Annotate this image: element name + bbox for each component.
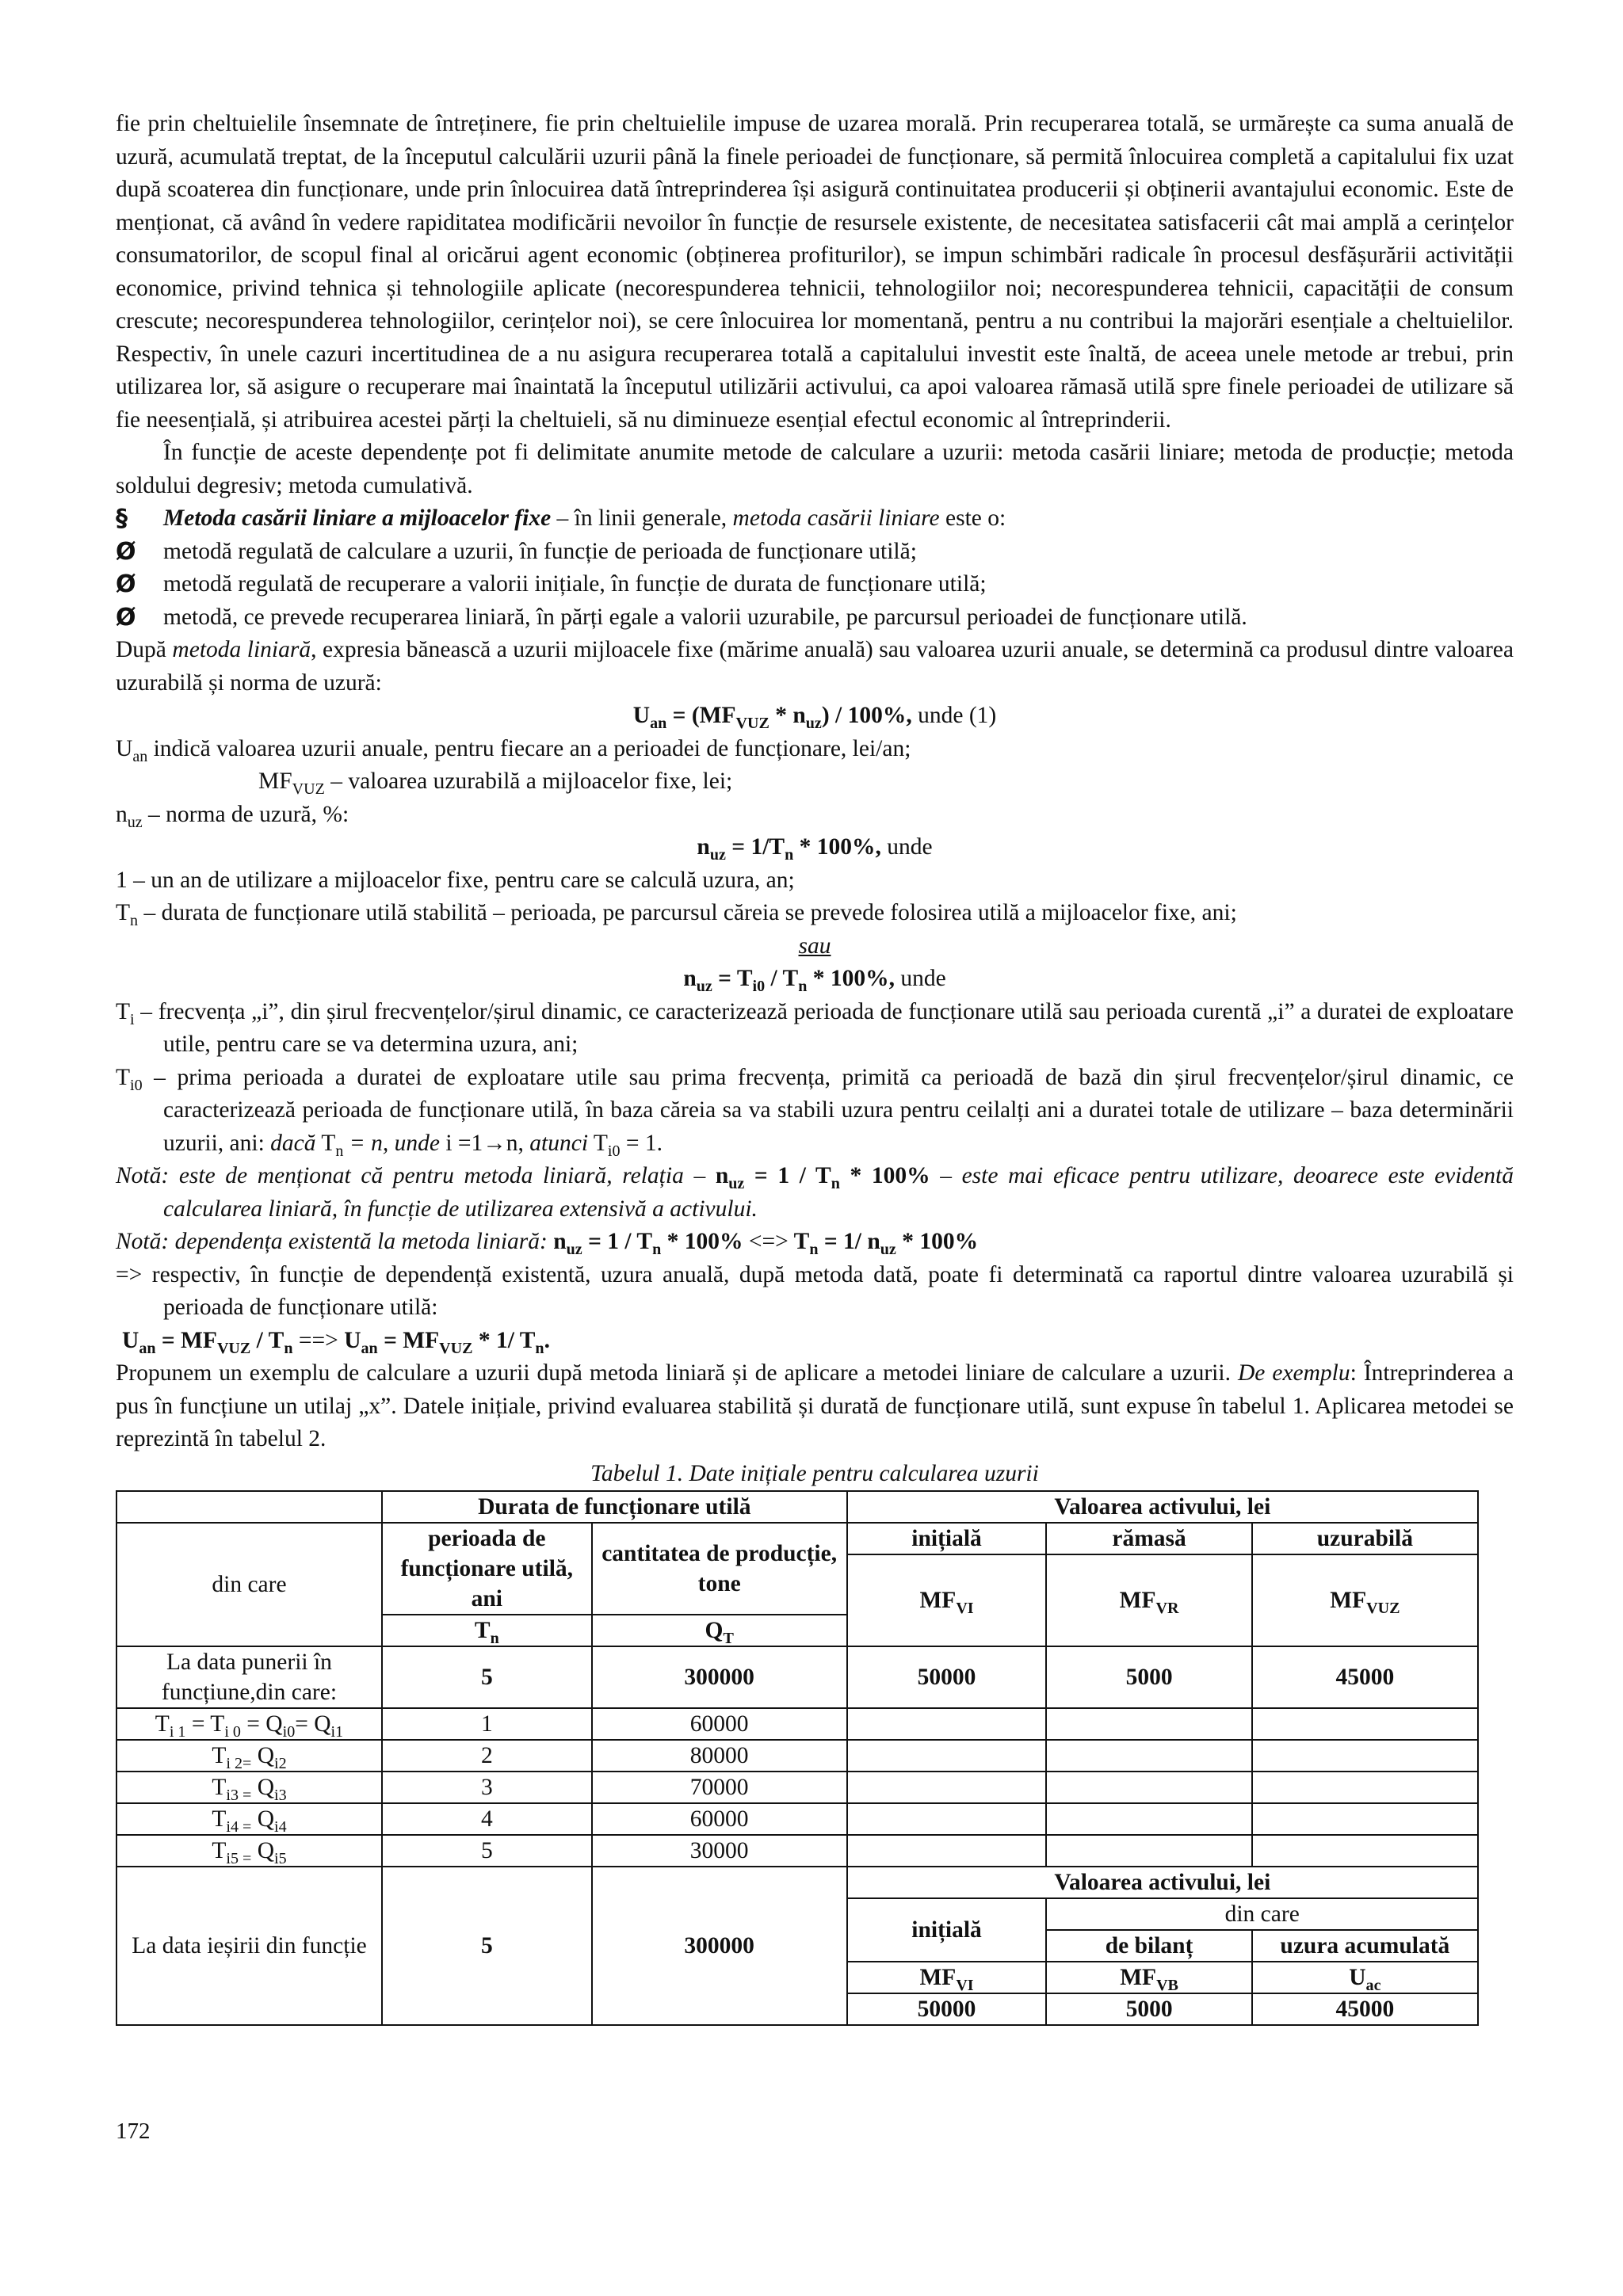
header-din-care: din care — [116, 1523, 382, 1646]
header-valoarea: Valoarea activului, lei — [847, 1491, 1478, 1523]
equation-1: $U_{an} = (MF_{VUZ} * n_{uz}) / 100\%$, unde (1) — [632, 703, 997, 733]
paragraph-dupa-metoda: După metoda liniară, expresia bănească a uzurii mijloacele fixe (mărime anuală) sau valoarea uzurii anuale, se determină ca produsul dintre valoarea uzurabilă și norma de uzură: — [116, 637, 1514, 696]
header-mfvuz: $MF_{VUZ}$ — [1252, 1554, 1478, 1646]
definition-ti: $T_i$ – frecvența „i”, din șirul frecvențelor/șirul dinamic, ce caracterizează perioada de funcționare utilă sau perioada curentă „i” a duratei de exploatare utile, pentru care se va determina uzura, ani; — [116, 998, 1514, 1057]
bullet-item: Ø metodă, ce prevede recuperarea liniară, în părți egale a valorii uzurabile, pe parcursul perioadei de funcționare utilă. — [116, 601, 1514, 635]
table-row: $T_{i 1} = T_{i 0} = Q_{i0}= Q_{i1}$ 1 60000 — [116, 1708, 1478, 1740]
nota-2: Notă: dependența existentă la metoda liniară: $n_{uz} = 1 / T_n * 100\%$ <=> $T_n = 1/$ $n_{uz} * 100\%$ — [116, 1229, 979, 1259]
header-mfvr: $MF_{VR}$ — [1046, 1554, 1251, 1646]
table-row: $T_{i3 =}$ $Q_{i3}$ 3 70000 — [116, 1772, 1478, 1803]
table-row: $T_{i5 =}$ $Q_{i5}$ 5 30000 — [116, 1835, 1478, 1867]
end-label: La data ieșirii din funcție — [116, 1867, 382, 2025]
header-qt: $Q_T$ — [592, 1615, 847, 1646]
section-mark-icon: § — [116, 505, 128, 532]
table-row: La data ieșirii din funcție 5 300000 Valoarea activului, lei — [116, 1867, 1478, 1898]
arrow-bullet-icon: Ø — [116, 570, 136, 598]
method-heading: § Metoda casării liniare a mijloacelor fixe – în linii generale, metoda casării liniare este o: — [116, 502, 1514, 536]
header-mfvi: $MF_{VI}$ — [847, 1554, 1047, 1646]
header-ramasa: rămasă — [1046, 1523, 1251, 1554]
paragraph-propunem: Propunem un exemplu de calculare a uzurii după metoda liniară și de aplicare a metodei liniare de calculare a uzurii. De exemplu: Întreprinderea a pus în funcțiune un utilaj „x”. Datele inițiale, privind evaluarea stabilită și durată de funcționare utilă, sunt expuse în tabelul 1. Aplicarea metodei se reprezintă în tabelul 2. — [116, 1360, 1514, 1451]
arrow-bullet-icon: Ø — [116, 537, 136, 566]
header-tn: $T_n$ — [382, 1615, 592, 1646]
end-header-din-care: din care — [1046, 1898, 1478, 1930]
end-header-bilant: de bilanț — [1046, 1930, 1251, 1962]
data-table: Durata de funcționare utilă Valoarea activului, lei din care perioada de funcționare utilă, ani cantitatea de producție, tone inițială rămasă uzurabilă $MF_{VI}$ $MF_{VR}$ $MF_{VUZ}$ $T_n$ $Q_T$ La data punerii în funcțiune,din care: 5 300000 50000 5000 45000 $T_{i 1} = T_{i 0} = Q_{i0}= Q_{i1}$ 1 60000 $T_{i 2=}$ $Q_{i2}$ 2 80000 $T_{i3 =}$ $Q_{i3}$ 3 70000 $T_{i4 =}$ $Q_{i4}$ 4 60000 $T_{i5 =}$ $Q_{i5}$ 5 30000 La data ieșirii din funcție 5 300000 Valoarea activului, lei inițială din care de bilanț uzura acumulată $MF_{VI}$ $MF_{VB}$ $U_{ac}$ 50000 5000 45000 — [116, 1490, 1479, 2026]
equation-4: $U_{an} = MF_{VUZ} / T_n$ ==> $U_{an} = MF_{VUZ} * 1/$ $T_n$. — [122, 1327, 550, 1357]
definition-tn: $T_n$ – durata de funcționare utilă stabilită – perioada, pe parcursul căreia se prevede folosirea utilă a mijloacelor fixe, ani; — [116, 900, 1237, 930]
end-header-valoarea: Valoarea activului, lei — [847, 1867, 1478, 1898]
header-perioada: perioada de funcționare utilă, ani — [382, 1523, 592, 1615]
definition-ti0: $T_{i0}$ – prima perioada a duratei de exploatare utile sau prima frecvența, primită ca perioadă de bază din șirul frecvențelor/șirul dinamic, ce caracterizează perioada de funcționare utilă, în baza căreia sa va stabili uzura pentru ceilalți ani a duratei totale de utilizare – baza determinării uzurii, ani: dacă $T_n = n$, unde i =1→n, atunci $T_{i0} = 1$. — [116, 1064, 1514, 1160]
method-title: Metoda casării liniare a mijloacelor fixe — [163, 505, 552, 531]
end-header-initiala: inițială — [847, 1898, 1047, 1962]
header-uzurabila: uzurabilă — [1252, 1523, 1478, 1554]
table-caption: Tabelul 1. Date inițiale pentru calcularea uzurii — [590, 1460, 1039, 1486]
equation-3: $n_{uz} = T_{i0} / T_n * 100\%$, unde — [683, 966, 946, 996]
definition-mfvuz: $MF_{VUZ}$ – valoarea uzurabilă a mijloacelor fixe, lei; — [258, 769, 733, 799]
header-cantitatea: cantitatea de producție, tone — [592, 1523, 847, 1615]
table-row: $T_{i 2=}$ $Q_{i2}$ 2 80000 — [116, 1740, 1478, 1772]
bullet-item: Ø metodă regulată de recuperare a valorii inițiale, în funcție de durata de funcționare utilă; — [116, 568, 1514, 601]
bullet-item: Ø metodă regulată de calculare a uzurii, în funcție de perioada de funcționare utilă; — [116, 536, 1514, 569]
definition-uan: $U_{an}$ indică valoarea uzurii anuale, pentru fiecare an a perioadei de funcționare, lei/an; — [116, 735, 911, 765]
header-durata: Durata de funcționare utilă — [382, 1491, 847, 1523]
definition-one: 1 – un an de utilizare a mijloacelor fixe, pentru care se calculă uzura, an; — [116, 867, 795, 893]
nota-1: Notă: este de menționat că pentru metoda liniară, relația – $n_{uz} = 1 / T_n * 100\%$ – este mai eficace pentru utilizare, deoarece este evidentă calcularea liniară, în funcție de utilizarea extensivă a activului. — [116, 1163, 1514, 1222]
header-initiala: inițială — [847, 1523, 1047, 1554]
definition-nuz: $n_{uz}$ – norma de uzură, %: — [116, 801, 349, 831]
end-header-uzura: uzura acumulată — [1252, 1930, 1478, 1962]
sau-label: sau — [798, 933, 831, 959]
table-row: 50000 5000 45000 — [116, 1993, 1478, 2025]
page-body — [116, 108, 1514, 2026]
arrow-bullet-icon: Ø — [116, 603, 136, 631]
page-number: 172 — [116, 2119, 151, 2144]
paragraph-recuperare: fie prin cheltuielile însemnate de întreținere, fie prin cheltuielile impuse de uzarea morală. Prin recuperarea totală, se urmărește ca suma anuală de uzură, acumulată treptat, de la începutul calculării uzurii până la finele perioadei de funcționare, să permită înlocuirea completă a capitalului fix uzat după scoaterea din funcționare, unde prin înlocuirea dată întreprinderea își asigură continuitatea producerii și obținerii avantajului economic. Este de menționat, că având în vedere rapiditatea modificării nevoilor în funcție de resursele existente, de necesitatea satisfacerii cât mai amplă a cerințelor consumatorilor, de scopul final al oricărui agent economic (obținerea profiturilor), se impun schimbări radicale în procesul desfășurării activității economice, privind tehnica și tehnologiile aplicate (necorespunderea tehnicii, tehnologiilor noi; necorespunderea tehnicii, capacității de consum crescute; necorespunderea tehnologiilor, cerințelor noi), se cere înlocuirea lor momentană, pentru a nu contribui la majorări esențiale a cheltuielilor. Respectiv, în unele cazuri incertitudinea de a nu asigura recuperarea totală a capitalului investit este înaltă, de aceea unele metode ar trebui, prin utilizarea lor, să asigure o recuperare mai înaintată la începutul utilizării activului, ca apoi valoarea rămasă utilă spre finele perioadei de utilizare să fie neesențială, și atribuirea acestei părți la cheltuieli, să nu diminueze esențial efectul economic al întreprinderii. — [116, 111, 1514, 433]
table-row: $T_{i4 =}$ $Q_{i4}$ 4 60000 — [116, 1803, 1478, 1835]
paragraph-respectiv: => respectiv, în funcție de dependență existentă, uzura anuală, după metoda dată, poate fi determinată ca raportul dintre valoarea uzurabilă și perioada de funcționare utilă: — [116, 1261, 1514, 1320]
table-row: La data punerii în funcțiune,din care: 5 300000 50000 5000 45000 — [116, 1646, 1478, 1708]
equation-2: $n_{uz} = 1/T_n * 100\%$, unde — [697, 834, 933, 864]
paragraph-metode: În funcție de aceste dependențe pot fi delimitate anumite metode de calculare a uzurii: metoda casării liniare; metoda de producție; metoda soldului degresiv; metoda cumulativă. — [116, 440, 1514, 498]
